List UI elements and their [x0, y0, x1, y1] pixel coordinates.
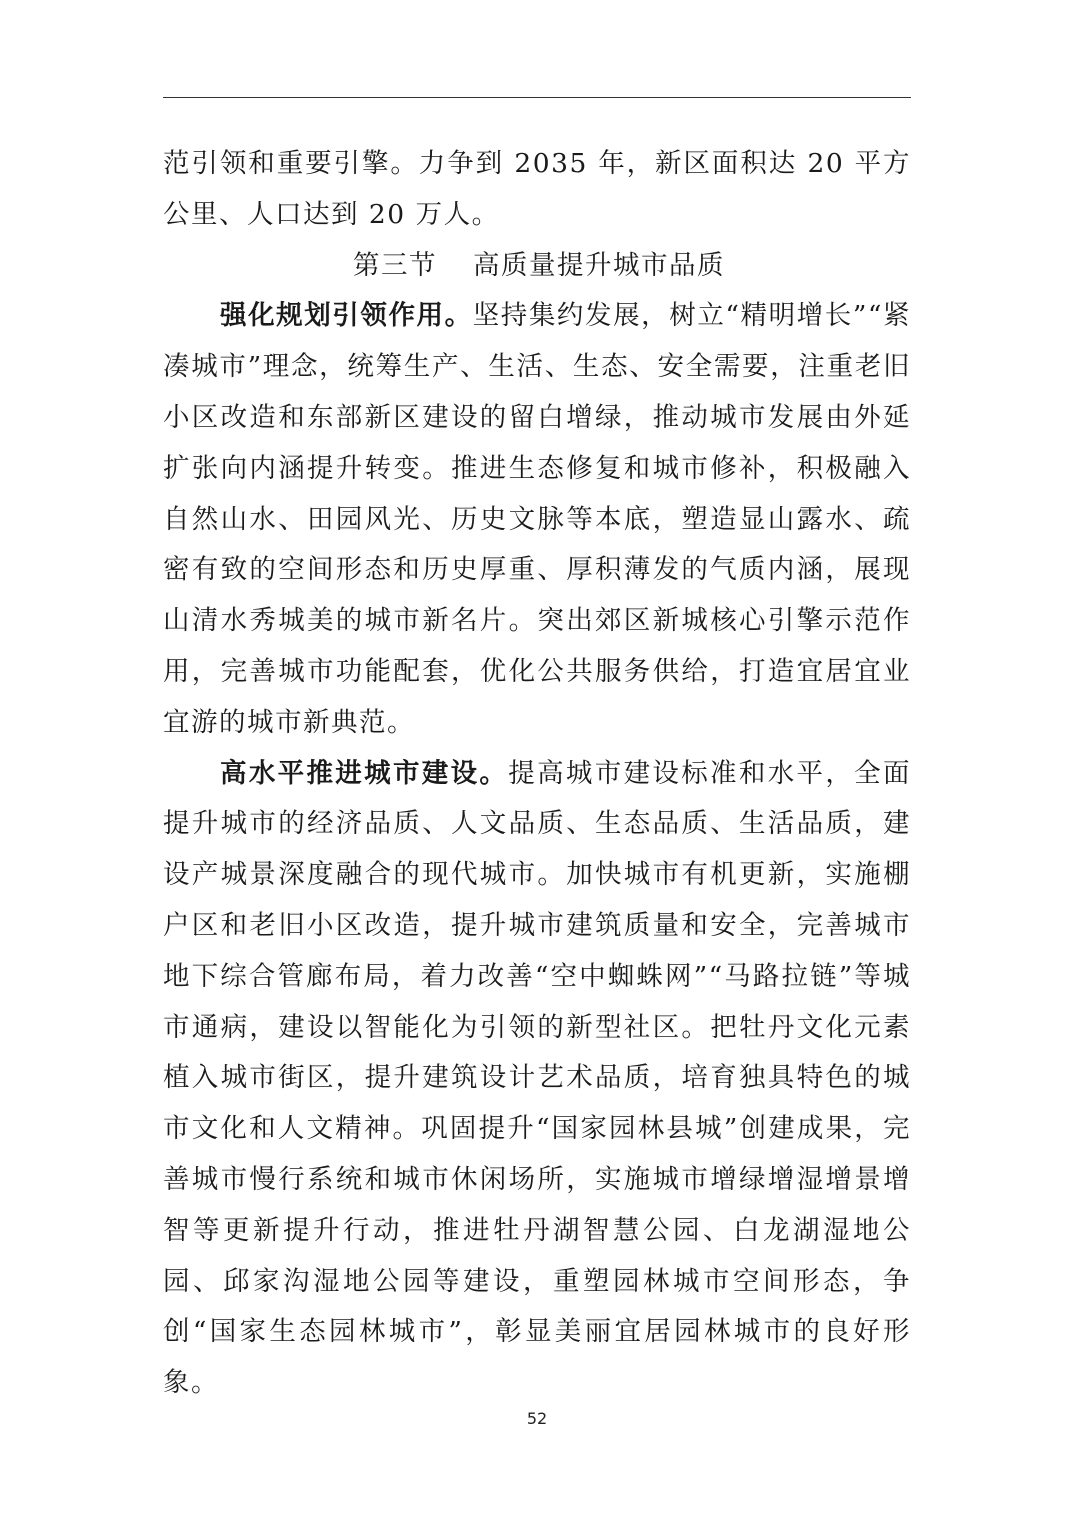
- paragraph-body: 坚持集约发展，树立“精明增长”“紧凑城市”理念，统筹生产、生活、生态、安全需要，注重老旧小区改造和东部新区建设的留白增绿，推动城市发展由外延扩张向内涵提升转变。推进生态修复和城市修补，积极融入自然山水、田园风光、历史文脉等本底，塑造显山露水、疏密有致的空间形态和历史厚重、厚积薄发的气质内涵，展现山清水秀城美的城市新名片。突出郊区新城核心引擎示范作用，完善城市功能配套，优化公共服务供给，打造宜居宜业宜游的城市新典范。: [163, 300, 911, 738]
- paragraph-planning: [163, 291, 911, 748]
- section-number: 第三节: [353, 249, 437, 281]
- header-rule: [163, 97, 911, 98]
- page-number: 52: [526, 1409, 548, 1428]
- paragraph-body: 提高城市建设标准和水平，全面提升城市的经济品质、人文品质、生态品质、生活品质，建设产城景深度融合的现代城市。加快城市有机更新，实施棚户区和老旧小区改造，提升城市建筑质量和安全，完善城市地下综合管廊布局，着力改善“空中蜘蛛网”“马路拉链”等城市通病，建设以智能化为引领的新型社区。把牡丹文化元素植入城市街区，提升建筑设计艺术品质，培育独具特色的城市文化和人文精神。巩固提升“国家园林县城”创建成果，完善城市慢行系统和城市休闲场所，实施城市增绿增湿增景增智等更新提升行动，推进牡丹湖智慧公园、白龙湖湿地公园、邱家沟湿地公园等建设，重塑园林城市空间形态，争创“国家生态园林城市”，彰显美丽宜居园林城市的良好形象。: [163, 757, 912, 1399]
- section-heading: [163, 241, 911, 292]
- paragraph-lead: 强化规划引领作用。: [220, 300, 473, 332]
- paragraph-lead: 高水平推进城市建设。: [220, 757, 509, 789]
- continuation-paragraph: 范引领和重要引擎。力争到 2035 年，新区面积达 20 平方公里、人口达到 20 万人。: [163, 148, 911, 230]
- paragraph-construction: [163, 749, 911, 1409]
- section-title: 高质量提升城市品质: [473, 249, 725, 281]
- document-body: [163, 139, 911, 1409]
